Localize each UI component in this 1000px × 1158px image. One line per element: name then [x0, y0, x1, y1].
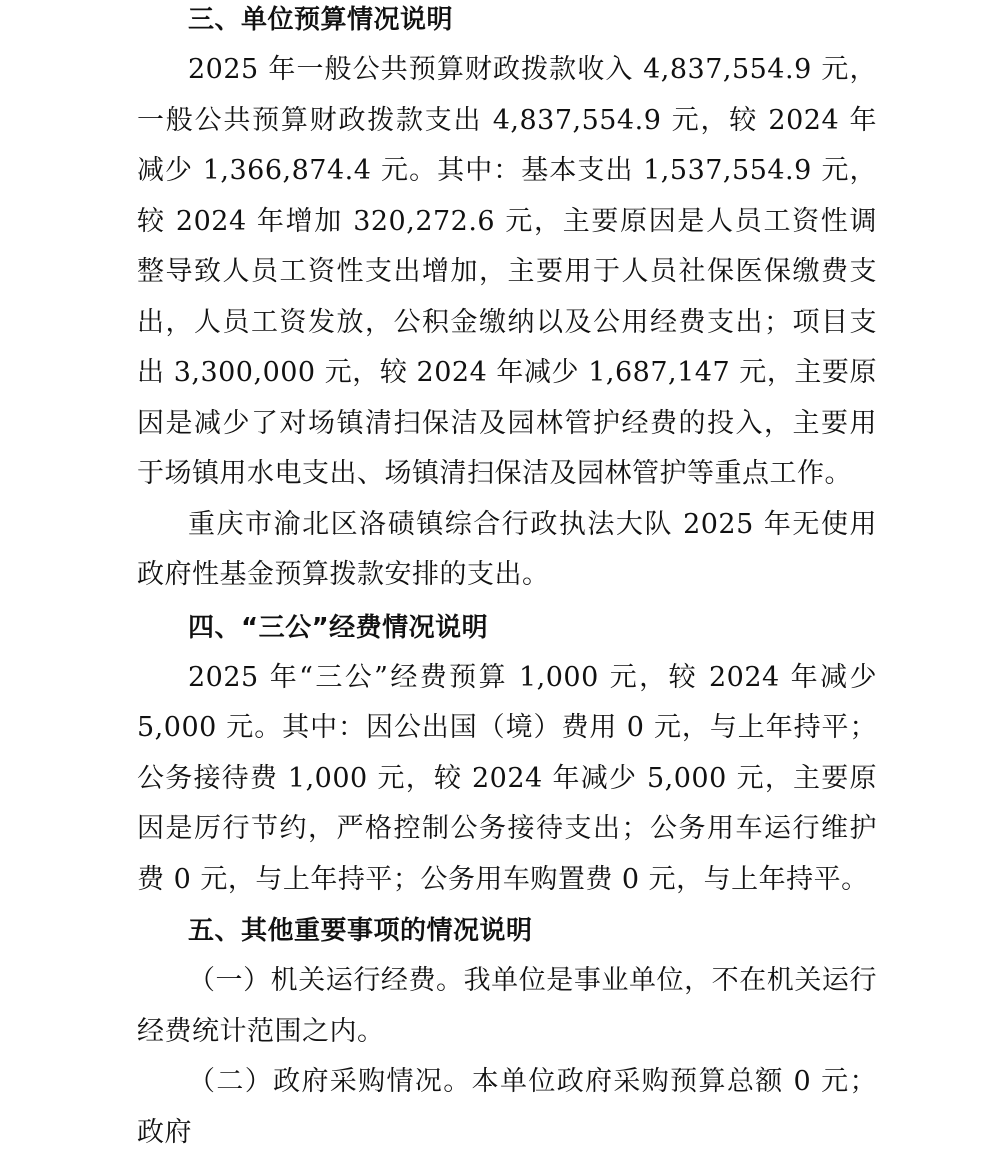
- section-heading-three-public: 四、“三公”经费情况说明: [188, 612, 489, 643]
- three-public-paragraph: 2025 年“三公”经费预算 1,000 元，较 2024 年减少 5,000 元。其中：因公出国（境）费用 0 元，与上年持平；公务接待费 1,000 元，较 2024 年减少 5,000 元，主要原因是厉行节约，严格控制公务接待支出；公务用车运行维护费 0 元，与上年持平；公务用车购置费 0 元，与上年持平。: [137, 661, 877, 895]
- other-item-1: （一）机关运行经费。我单位是事业单位，不在机关运行经费统计范围之内。: [137, 965, 877, 1047]
- other-item-2: （二）政府采购情况。本单位政府采购预算总额 0 元；政府: [137, 1066, 877, 1148]
- document-page: [137, 0, 877, 1158]
- budget-paragraph-1: 2025 年一般公共预算财政拨款收入 4,837,554.9 元，一般公共预算财政拨款支出 4,837,554.9 元，较 2024 年减少 1,366,874.4 元。其中：基本支出 1,537,554.9 元，较 2024 年增加 320,272.6 元，主要原因是人员工资性调整导致人员工资性支出增加，主要用于人员社保医保缴费支出，人员工资发放，公积金缴纳以及公用经费支出；项目支出 3,300,000 元，较 2024 年减少 1,687,147 元，主要原因是减少了对场镇清扫保洁及园林管护经费的投入，主要用于场镇用水电支出、场镇清扫保洁及园林管护等重点工作。: [137, 54, 877, 489]
- section-heading-budget: 三、单位预算情况说明: [188, 5, 454, 35]
- section-heading-other: 五、其他重要事项的情况说明: [188, 916, 533, 946]
- budget-paragraph-2: 重庆市渝北区洛碛镇综合行政执法大队 2025 年无使用政府性基金预算拨款安排的支出。: [137, 508, 877, 590]
